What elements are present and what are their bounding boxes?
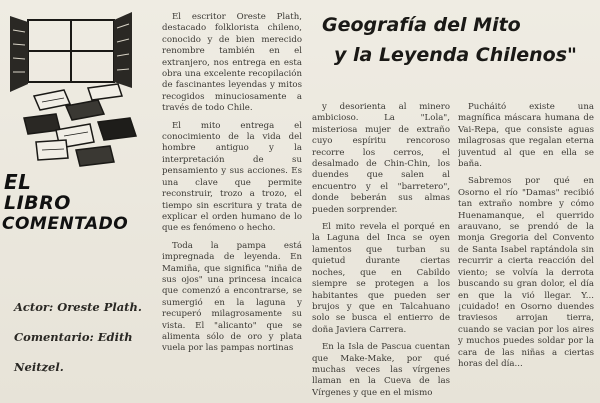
paragraph: El escritor Oreste Plath, destacado folklorista chileno, conocido y de bien merecido renombre también en el extranjero, nos entrega en esta obra una excelente recopilación de fascinantes leyendas y mitos recogidos minuciosamente a través de todo Chile. (162, 12, 302, 114)
article-title-line2: y la Leyenda Chilenos" (334, 44, 577, 66)
book-credits (14, 292, 154, 382)
paragraph: Sabremos por qué en Osorno el río "Damas" recibió tan extraño nombre y cómo Huenamanque, el querrido arauvano, se prendó de la monja Gregoria del Convento de Santa Isabel raptándola sin recurrir a cierta reacción del viento; se volvía la derrota buscando su gran dolor, el día en que la vió llegar. Y... ¡cuidado! en Osorno duendes traviesos arrojan tierra, cuando se vacian por los aires y muchos puedes soldar por la cara de las niñas a ciertas horas del día... (458, 176, 594, 369)
article-title-line1: Geografía del Mito (322, 14, 521, 36)
paragraph: El mito revela el porqué en la Laguna del Inca se oyen lamentos que turban su quietud durante ciertas noches, que en Cabildo siempre se protegen a los habitantes que pueden ser brujos y que en Talcahuano solo se busca el entierro de doña Javiera Carrera. (312, 222, 450, 335)
paragraph: y desorienta al minero ambicioso. La "Lola", misteriosa mujer de extraño cuyo espíritu rencoroso recorre los cerros, el desalmado de Chin-Chin, los duendes que salen al encuentro y el "barretero", donde beberán sus almas pueden sorprender. (312, 102, 450, 215)
author-credit: Actor: Oreste Plath. (14, 300, 142, 314)
paragraph: El mito entrega el conocimiento de la vida del hombre antiguo y la interpretación de su pensamiento y sus acciones. Es una clave que permite reconstruir, trozo a trozo, el tiempo sin escritura y trata de explicar el orden humano de lo que es fenómeno o hecho. (162, 120, 302, 234)
section-heading-line1: EL (4, 170, 32, 194)
text-column-2 (312, 102, 450, 400)
text-column-3 (458, 102, 594, 400)
paragraph: Pucháitó existe una magnífica máscara humana de Vai-Repa, que consiste aguas milagrosas que regalan eterna juventud al que en ella se baña. (458, 102, 594, 170)
comment-credit: Comentario: Edith (14, 330, 133, 344)
comment-credit-name: Neitzel. (14, 360, 64, 374)
paragraph: En la Isla de Pascua cuentan que Make-Make, por qué muchas veces las vírgenes llaman en la Cueva de las Vírgenes y que en el mismo (312, 342, 450, 398)
bookshelf-window-illustration (6, 10, 144, 170)
section-heading (4, 172, 154, 235)
section-heading-line3: COMENTADO (2, 214, 129, 234)
text-column-1 (162, 12, 302, 400)
section-heading-line2: LIBRO (4, 192, 71, 214)
paragraph: Toda la pampa está impregnada de leyenda. En Mamiña, que significa "niña de sus ojos" una princesa incaica que comenzó a encontrarse, se sumergió en la laguna y recuperó milagrosamente su vista. El "alicanto" que se alimenta sólo de oro y plata vuela por las pampas nortinas (162, 240, 302, 354)
article-title (322, 10, 592, 70)
